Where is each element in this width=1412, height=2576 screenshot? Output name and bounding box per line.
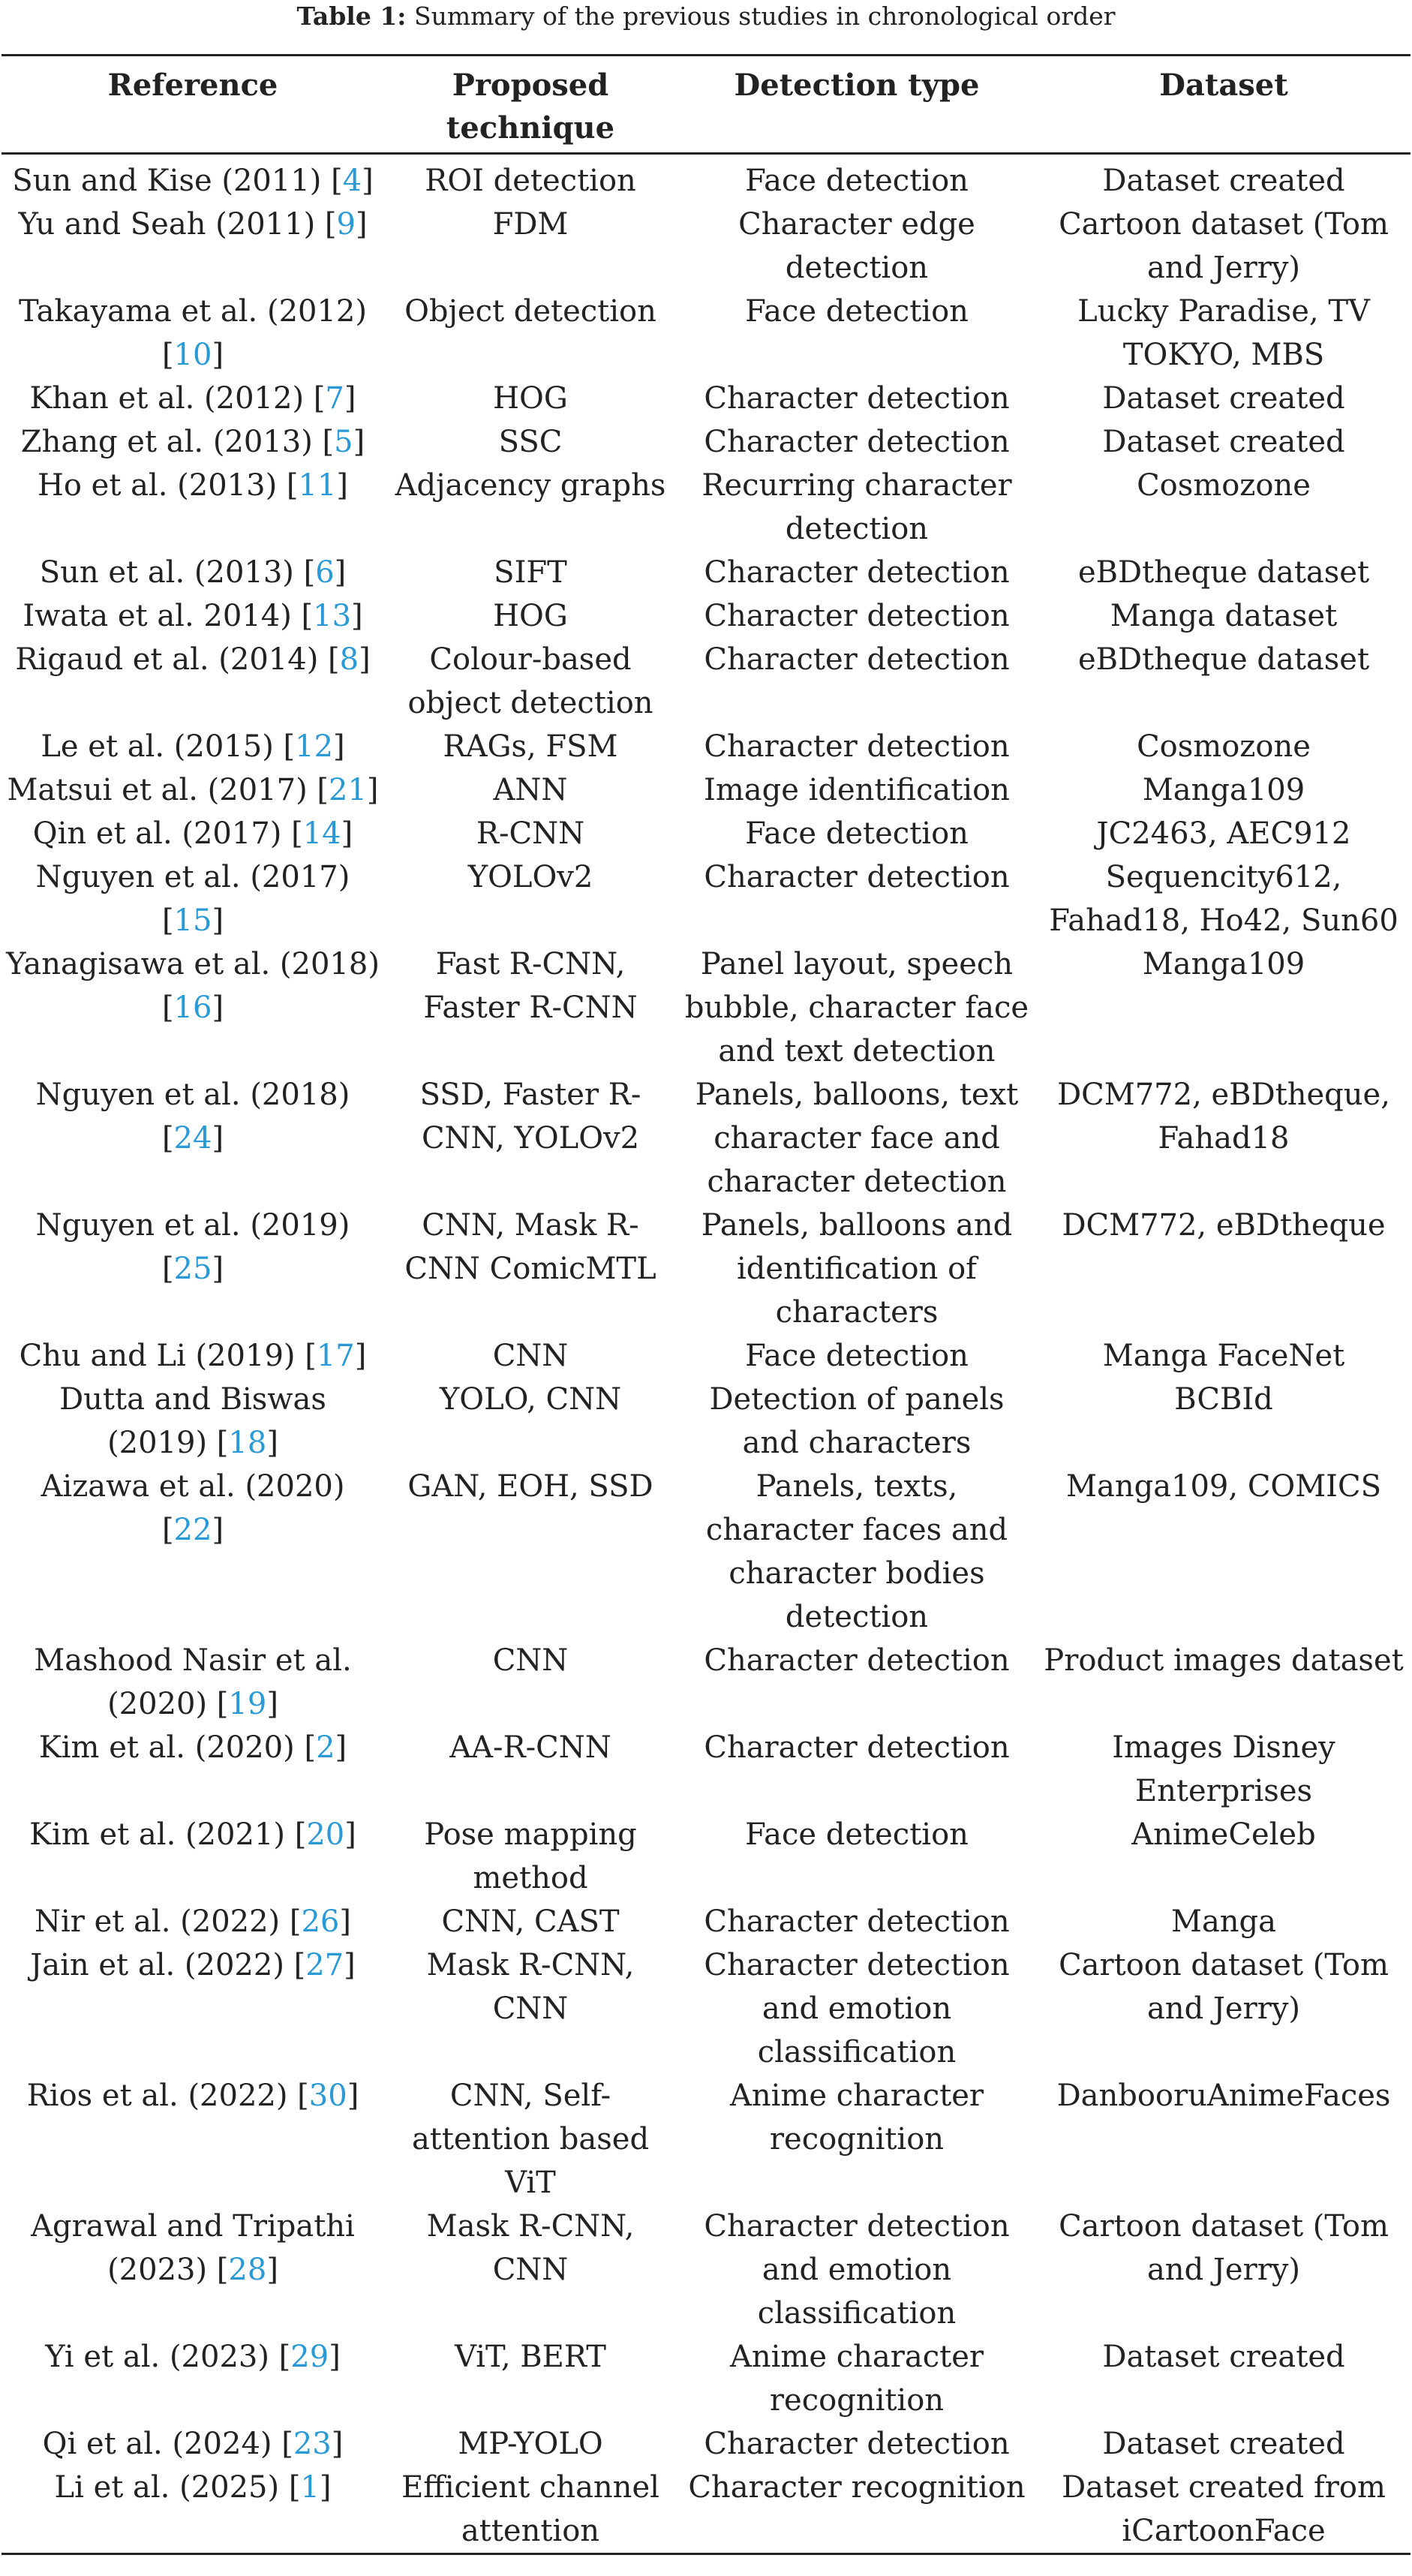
table-row [2,1465,1410,1639]
header-row [2,56,1410,154]
technique-cell: YOLO, CNN [439,1382,622,1417]
reference-cell [2,1813,384,1900]
dataset-cell: Manga109 [1142,947,1305,981]
reference-cell [2,1334,384,1378]
detection-type-cell: Character detection [704,729,1010,764]
reference-bracket: ] [319,2470,332,2505]
table-row [2,594,1410,638]
table-row [2,1943,1410,2074]
table-row [2,1900,1410,1943]
reference-cell [2,812,384,855]
reference-cell [2,551,384,594]
table-row [2,1204,1410,1334]
technique-cell: MP-YOLO [458,2427,603,2461]
citation-link[interactable]: 18 [228,1426,267,1460]
citation-link[interactable]: 25 [173,1252,212,1286]
header-technique: Proposed technique [446,68,615,146]
reference-bracket: ] [212,1513,224,1547]
technique-cell: YOLOv2 [467,860,593,894]
citation-link[interactable]: 12 [295,729,334,764]
reference-bracket: ] [266,2253,278,2287]
dataset-cell: Dataset created [1102,2427,1345,2461]
citation-link[interactable]: 29 [290,2340,329,2374]
detection-type-cell: Recurring character detection [701,468,1012,546]
citation-link[interactable]: 14 [302,816,341,851]
reference-bracket: ] [212,990,224,1025]
reference-cell [2,2466,384,2554]
dataset-cell: Manga dataset [1110,599,1338,633]
technique-cell: CNN, Mask R-CNN ComicMTL [404,1208,656,1286]
table-row [2,203,1410,290]
dataset-cell: Cosmozone [1137,468,1311,503]
technique-cell: CNN [492,1643,569,1678]
citation-link[interactable]: 27 [305,1948,344,1982]
table-row [2,377,1410,420]
citation-link[interactable]: 17 [316,1339,355,1373]
table-caption-text: Summary of the previous studies in chronological order [406,2,1116,31]
reference-cell [2,420,384,464]
dataset-cell: Sequencity612, Fahad18, Ho42, Sun60 [1049,860,1398,938]
reference-cell [2,2335,384,2422]
reference-text: Yu and Seah (2011) [ [18,207,337,242]
reference-text: Matsui et al. (2017) [ [7,773,329,807]
reference-bracket: ] [212,1121,224,1156]
technique-cell: Fast R-CNN, Faster R-CNN [423,947,638,1025]
reference-text: Dutta and Biswas (2019) [ [59,1382,326,1460]
reference-text: Sun and Kise (2011) [ [12,164,343,198]
citation-link[interactable]: 4 [342,164,362,198]
reference-cell [2,203,384,290]
dataset-cell: Manga FaceNet [1102,1339,1345,1373]
reference-bracket: ] [212,338,224,372]
table-row [2,2205,1410,2335]
reference-bracket: ] [359,642,371,677]
technique-cell: GAN, EOH, SSD [407,1469,653,1504]
citation-link[interactable]: 7 [325,381,344,416]
citation-link[interactable]: 16 [173,990,212,1025]
dataset-cell: Dataset created [1102,425,1345,459]
citation-link[interactable]: 8 [339,642,359,677]
reference-cell [2,1073,384,1204]
reference-text: Nguyen et al. (2018) [ [35,1078,350,1156]
table-row [2,2422,1410,2466]
reference-cell [2,942,384,1073]
reference-text: Mashood Nasir et al. (2020) [ [34,1643,352,1721]
dataset-cell: Product images dataset [1044,1643,1404,1678]
dataset-cell: eBDtheque dataset [1077,555,1370,590]
detection-type-cell: Anime character recognition [729,2079,984,2157]
technique-cell: SSD, Faster R-CNN, YOLOv2 [419,1078,641,1156]
citation-link[interactable]: 5 [334,425,353,459]
reference-cell [2,1465,384,1639]
reference-cell [2,638,384,725]
reference-text: Qi et al. (2024) [ [42,2427,293,2461]
technique-cell: FDM [492,207,569,242]
reference-bracket: ] [331,2427,344,2461]
detection-type-cell: Panels, balloons, text character face and character detection [695,1078,1019,1199]
dataset-cell: Cartoon dataset (Tom and Jerry) [1059,2209,1389,2287]
reference-text: Li et al. (2025) [ [54,2470,301,2505]
detection-type-cell: Character detection [704,1643,1010,1678]
dataset-cell: DanbooruAnimeFaces [1056,2079,1391,2113]
technique-cell: CNN [492,1339,569,1373]
reference-cell [2,1726,384,1813]
detection-type-cell: Image identification [704,773,1010,807]
reference-bracket: ] [335,1730,347,1765]
detection-type-cell: Character detection [704,381,1010,416]
reference-bracket: ] [366,773,379,807]
reference-cell [2,2074,384,2205]
reference-text: Agrawal and Tripathi (2023) [ [31,2209,355,2287]
citation-link[interactable]: 26 [301,1904,340,1939]
technique-cell: SSC [498,425,563,459]
reference-cell [2,1378,384,1465]
detection-type-cell: Character detection [704,642,1010,677]
dataset-cell: Cartoon dataset (Tom and Jerry) [1059,1948,1389,2026]
detection-type-cell: Face detection [745,816,969,851]
dataset-cell: Lucky Paradise, TV TOKYO, MBS [1077,294,1370,372]
reference-cell [2,464,384,551]
dataset-cell: eBDtheque dataset [1077,642,1370,677]
dataset-cell: Manga109 [1142,773,1305,807]
reference-bracket: ] [266,1426,278,1460]
reference-bracket: ] [341,816,353,851]
citation-link[interactable]: 22 [173,1513,212,1547]
reference-bracket: ] [351,599,363,633]
table-row [2,1813,1410,1900]
reference-text: Iwata et al. 2014) [ [23,599,314,633]
reference-text: Jain et al. (2022) [ [30,1948,306,1982]
detection-type-cell: Character detection [704,1904,1010,1939]
table-row [2,855,1410,942]
reference-cell [2,1204,384,1334]
reference-cell [2,594,384,638]
reference-bracket: ] [362,164,374,198]
technique-cell: Colour-based object detection [407,642,653,720]
reference-bracket: ] [354,1339,367,1373]
detection-type-cell: Face detection [745,164,969,198]
dataset-cell: DCM772, eBDtheque [1062,1208,1386,1243]
technique-cell: Object detection [404,294,656,329]
detection-type-cell: Character edge detection [738,207,975,285]
reference-bracket: ] [355,207,368,242]
reference-bracket: ] [212,1252,224,1286]
citation-link[interactable]: 19 [228,1687,267,1721]
technique-cell: Pose mapping method [424,1817,637,1895]
table-row [2,768,1410,812]
reference-bracket: ] [344,1948,356,1982]
table-row [2,1073,1410,1204]
reference-text: Nguyen et al. (2017) [ [35,860,350,938]
reference-text: Aizawa et al. (2020) [ [41,1469,345,1547]
detection-type-cell: Face detection [745,1339,969,1373]
table-row [2,638,1410,725]
citation-link[interactable]: 6 [315,555,335,590]
reference-bracket: ] [266,1687,278,1721]
detection-type-cell: Panel layout, speech bubble, character face and text detection [684,947,1029,1069]
table-row [2,725,1410,768]
reference-cell [2,768,384,812]
reference-cell [2,1900,384,1943]
detection-type-cell: Anime character recognition [729,2340,984,2418]
reference-text: Nir et al. (2022) [ [34,1904,302,1939]
table-row [2,2335,1410,2422]
technique-cell: ANN [493,773,568,807]
detection-type-cell: Character detection and emotion classification [704,1948,1010,2070]
citation-link[interactable]: 10 [173,338,212,372]
detection-type-cell: Panels, balloons and identification of characters [701,1208,1013,1330]
dataset-cell: Dataset created from iCartoonFace [1062,2470,1386,2548]
header-reference: Reference [107,68,278,103]
reference-bracket: ] [344,1817,356,1852]
detection-type-cell: Panels, texts, character faces and character bodies detection [705,1469,1008,1634]
reference-bracket: ] [353,425,365,459]
dataset-cell: Dataset created [1102,2340,1345,2374]
header-detection-type: Detection type [734,68,980,103]
technique-cell: R-CNN [476,816,585,851]
dataset-cell: DCM772, eBDtheque, Fahad18 [1057,1078,1390,1156]
dataset-cell: Manga [1170,1904,1277,1939]
detection-type-cell: Character detection [704,555,1010,590]
technique-cell: ROI detection [425,164,636,198]
reference-cell [2,154,384,203]
table-row [2,420,1410,464]
table-row [2,1639,1410,1726]
technique-cell: HOG [493,599,568,633]
reference-text: Sun et al. (2013) [ [39,555,316,590]
dataset-cell: Cartoon dataset (Tom and Jerry) [1059,207,1389,285]
reference-text: Nguyen et al. (2019) [ [35,1208,350,1286]
technique-cell: CNN, Self-attention based ViT [411,2079,650,2200]
technique-cell: AA-R-CNN [449,1730,611,1765]
table-caption-label: Table 1: [296,2,407,31]
reference-text: Chu and Li (2019) [ [19,1339,317,1373]
reference-cell [2,855,384,942]
detection-type-cell: Character detection [704,2427,1010,2461]
reference-text: Yanagisawa et al. (2018) [ [6,947,380,1025]
detection-type-cell: Detection of panels and characters [709,1382,1005,1460]
table-caption [0,0,1412,33]
reference-text: Kim et al. (2020) [ [38,1730,317,1765]
reference-cell [2,377,384,420]
technique-cell: Adjacency graphs [395,468,666,503]
citation-link[interactable]: 21 [329,773,367,807]
table-row [2,1334,1410,1378]
reference-cell [2,1639,384,1726]
table-row [2,942,1410,1073]
reference-bracket: ] [329,2340,341,2374]
reference-bracket: ] [347,2079,359,2113]
reference-bracket: ] [344,381,356,416]
reference-bracket: ] [339,1904,351,1939]
technique-cell: Efficient channel attention [401,2470,659,2548]
reference-text: Rigaud et al. (2014) [ [15,642,340,677]
table-body [2,154,1410,2554]
reference-bracket: ] [333,729,345,764]
detection-type-cell: Character detection [704,425,1010,459]
table-row [2,464,1410,551]
citation-link[interactable]: 1 [300,2470,320,2505]
table-row [2,812,1410,855]
technique-cell: HOG [493,381,568,416]
detection-type-cell: Character recognition [688,2470,1026,2505]
technique-cell: CNN, CAST [441,1904,620,1939]
reference-bracket: ] [334,555,347,590]
technique-cell: Mask R-CNN, CNN [426,1948,635,2026]
reference-text: Khan et al. (2012) [ [29,381,326,416]
citation-link[interactable]: 24 [173,1121,212,1156]
dataset-cell: Images Disney Enterprises [1112,1730,1335,1808]
detection-type-cell: Character detection [704,599,1010,633]
dataset-cell: BCBId [1174,1382,1273,1417]
detection-type-cell: Character detection [704,1730,1010,1765]
citation-link[interactable]: 11 [298,468,337,503]
table-row [2,2466,1410,2554]
reference-text: Yi et al. (2023) [ [45,2340,291,2374]
citation-link[interactable]: 15 [173,903,212,938]
reference-bracket: ] [212,903,224,938]
detection-type-cell: Character detection and emotion classification [704,2209,1010,2331]
citation-link[interactable]: 20 [306,1817,345,1852]
technique-cell: SIFT [494,555,567,590]
reference-bracket: ] [336,468,349,503]
summary-table [2,54,1410,2555]
reference-text: Qin et al. (2017) [ [32,816,303,851]
reference-text: Rios et al. (2022) [ [26,2079,309,2113]
table-row [2,1726,1410,1813]
header-dataset: Dataset [1159,68,1288,103]
reference-text: Zhang et al. (2013) [ [20,425,335,459]
table-row [2,154,1410,203]
citation-link[interactable]: 13 [313,599,352,633]
technique-cell: Mask R-CNN, CNN [426,2209,635,2287]
reference-cell [2,1943,384,2074]
citation-link[interactable]: 30 [308,2079,347,2113]
dataset-cell: AnimeCeleb [1131,1817,1316,1852]
detection-type-cell: Face detection [745,1817,969,1852]
reference-text: Le et al. (2015) [ [41,729,296,764]
table-row [2,1378,1410,1465]
reference-text: Ho et al. (2013) [ [37,468,299,503]
technique-cell: RAGs, FSM [443,729,618,764]
reference-cell [2,2205,384,2335]
detection-type-cell: Face detection [745,294,969,329]
reference-text: Kim et al. (2021) [ [29,1817,307,1852]
dataset-cell: JC2463, AEC912 [1096,816,1351,851]
citation-link[interactable]: 28 [228,2253,267,2287]
reference-text: Takayama et al. (2012) [ [19,294,367,372]
table-row [2,290,1410,377]
reference-cell [2,290,384,377]
table-row [2,551,1410,594]
detection-type-cell: Character detection [704,860,1010,894]
dataset-cell: Manga109, COMICS [1066,1469,1381,1504]
dataset-cell: Dataset created [1102,381,1345,416]
citation-link[interactable]: 23 [293,2427,332,2461]
technique-cell: ViT, BERT [455,2340,606,2374]
table-row [2,2074,1410,2205]
reference-cell [2,2422,384,2466]
dataset-cell: Dataset created [1102,164,1345,198]
citation-link[interactable]: 9 [336,207,356,242]
reference-cell [2,725,384,768]
citation-link[interactable]: 2 [316,1730,335,1765]
dataset-cell: Cosmozone [1137,729,1311,764]
